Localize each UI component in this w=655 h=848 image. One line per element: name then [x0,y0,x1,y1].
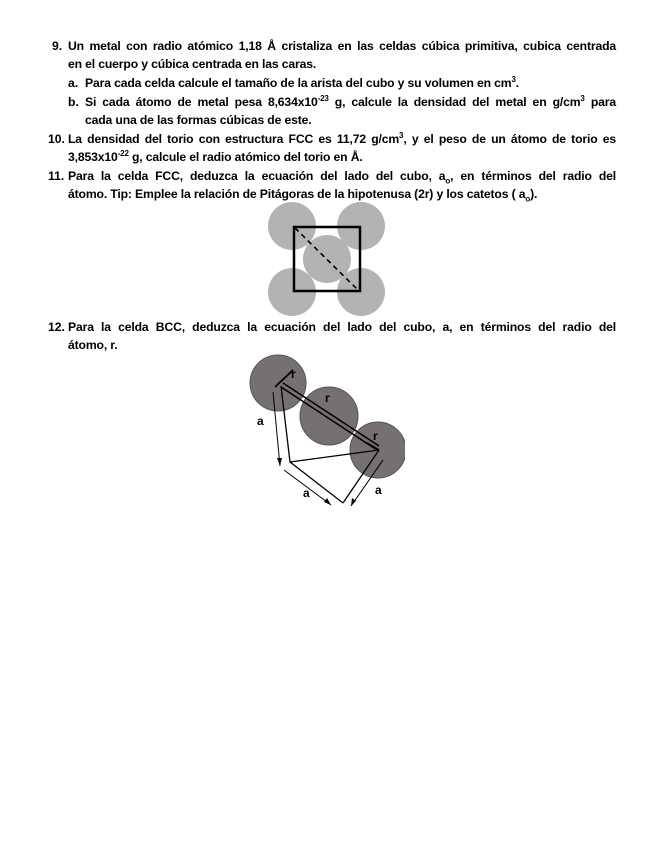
problem-9b-line-2: cada una de las formas cúbicas de este. [85,113,312,127]
bcc-label-a-right: a [375,483,382,497]
bcc-label-r-top: r [291,367,296,381]
problem-10-line-1: La densidad del torio con estructura FCC es 11,72 $g/cm^3$, y el peso de un átomo de torio es [68,130,616,146]
problem-9a-marker: a. [68,76,79,90]
bcc-edge-bottom [290,462,343,503]
problem-10-line-2: $3,853x10^{-22}$ g, calcule el radio atómico del torio en Å. [68,148,363,164]
bcc-label-a-bottom: a [303,486,310,500]
problem-12-line-1: Para la celda BCC, deduzca la ecuación del lado del cubo, a, en términos del radio del [68,320,616,334]
problem-12-number: 12. [48,320,65,334]
problem-9-number: 9. [52,39,63,53]
problem-11-number: 11. [48,169,65,183]
bcc-label-r-center: r [325,391,330,405]
problem-9b-marker: b. [68,95,79,109]
bcc-label-r-bottom: r [373,429,378,443]
problem-12-line-2: átomo, r. [68,338,118,352]
problem-11-line-1: Para la celda FCC, deduzca la ecuación del lado del cubo, $a_o$, en términos del radio del [68,169,616,186]
problem-9b-text: Si cada átomo de metal pesa $8,634x10^{-23}$ g, calcule la densidad del metal en $g/cm^3$ para [85,93,616,109]
problem-10-number: 10. [48,132,65,146]
problem-11-line-2: átomo. Tip: Emplee la relación de Pitágoras de la hipotenusa (2r) y los catetos ( $a_o$). [68,187,538,204]
problem-9-line-1: Un metal con radio atómico 1,18 Å cristaliza en las celdas cúbica primitiva, cubica centrada [68,39,616,53]
problem-9-line-2: en el cuerpo y cúbica centrada en las caras. [68,57,317,71]
fcc-face-diagram [265,198,390,320]
problem-9a-text: Para cada celda calcule el tamaño de la arista del cubo y su volumen en $cm^3$. [85,74,520,90]
bcc-diagonal-diagram [245,350,405,510]
bcc-label-a-left: a [257,414,264,428]
